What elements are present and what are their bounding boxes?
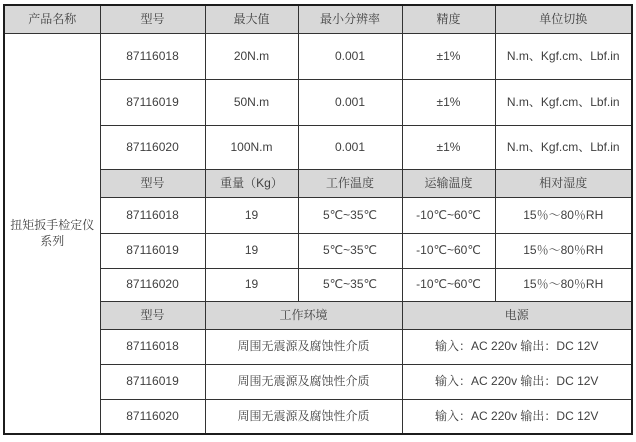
power-cell: 输入：AC 220v 输出：DC 12V xyxy=(402,329,632,364)
unit-switch-cell: N.m、Kgf.cm、Lbf.in xyxy=(495,125,632,169)
col-header-work-environment: 工作环境 xyxy=(205,301,402,329)
model-cell: 87116018 xyxy=(100,33,205,79)
work-environment-cell: 周围无震源及腐蚀性介质 xyxy=(205,329,402,364)
product-series-name: 扭矩扳手检定仪系列 xyxy=(4,33,100,434)
unit-switch-cell: N.m、Kgf.cm、Lbf.in xyxy=(495,33,632,79)
col-header-accuracy: 精度 xyxy=(402,5,495,33)
col-header-unit-switch: 单位切换 xyxy=(495,5,632,33)
col-header-power: 电源 xyxy=(402,301,632,329)
weight-cell: 19 xyxy=(205,233,298,268)
table-row xyxy=(4,5,632,33)
max-value-cell: 20N.m xyxy=(205,33,298,79)
model-cell: 87116019 xyxy=(100,79,205,125)
weight-cell: 19 xyxy=(205,268,298,301)
work-temp-cell: 5℃~35℃ xyxy=(298,233,402,268)
model-cell: 87116020 xyxy=(100,399,205,434)
col-header-transport-temp: 运输温度 xyxy=(402,169,495,197)
transport-temp-cell: -10℃~60℃ xyxy=(402,268,495,301)
power-cell: 输入：AC 220v 输出：DC 12V xyxy=(402,364,632,399)
model-cell: 87116020 xyxy=(100,125,205,169)
humidity-cell: 15％～80％RH xyxy=(495,268,632,301)
work-temp-cell: 5℃~35℃ xyxy=(298,197,402,233)
col-header-weight: 重量（Kg） xyxy=(205,169,298,197)
work-environment-cell: 周围无震源及腐蚀性介质 xyxy=(205,364,402,399)
model-cell: 87116018 xyxy=(100,329,205,364)
col-header-model: 型号 xyxy=(100,5,205,33)
resolution-cell: 0.001 xyxy=(298,33,402,79)
max-value-cell: 50N.m xyxy=(205,79,298,125)
model-cell: 87116019 xyxy=(100,233,205,268)
accuracy-cell: ±1% xyxy=(402,33,495,79)
col-header-model: 型号 xyxy=(100,301,205,329)
humidity-cell: 15％～80％RH xyxy=(495,197,632,233)
power-cell: 输入：AC 220v 输出：DC 12V xyxy=(402,399,632,434)
model-cell: 87116020 xyxy=(100,268,205,301)
resolution-cell: 0.001 xyxy=(298,125,402,169)
col-header-max-value: 最大值 xyxy=(205,5,298,33)
product-name-header: 产品名称 xyxy=(4,5,100,33)
work-temp-cell: 5℃~35℃ xyxy=(298,268,402,301)
table-row xyxy=(4,33,632,79)
col-header-min-resolution: 最小分辨率 xyxy=(298,5,402,33)
col-header-model: 型号 xyxy=(100,169,205,197)
resolution-cell: 0.001 xyxy=(298,79,402,125)
model-cell: 87116018 xyxy=(100,197,205,233)
accuracy-cell: ±1% xyxy=(402,125,495,169)
unit-switch-cell: N.m、Kgf.cm、Lbf.in xyxy=(495,79,632,125)
transport-temp-cell: -10℃~60℃ xyxy=(402,233,495,268)
model-cell: 87116019 xyxy=(100,364,205,399)
col-header-humidity: 相对湿度 xyxy=(495,169,632,197)
accuracy-cell: ±1% xyxy=(402,79,495,125)
humidity-cell: 15％～80％RH xyxy=(495,233,632,268)
work-environment-cell: 周围无震源及腐蚀性介质 xyxy=(205,399,402,434)
max-value-cell: 100N.m xyxy=(205,125,298,169)
transport-temp-cell: -10℃~60℃ xyxy=(402,197,495,233)
col-header-work-temp: 工作温度 xyxy=(298,169,402,197)
weight-cell: 19 xyxy=(205,197,298,233)
product-spec-table xyxy=(3,4,633,435)
